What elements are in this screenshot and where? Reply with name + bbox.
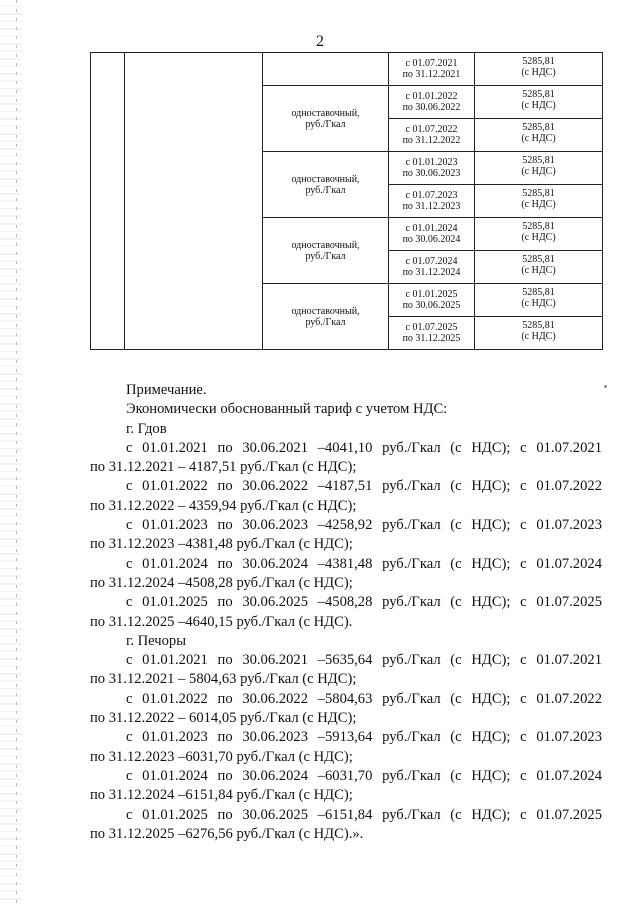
tariff-line-continuation: по 31.12.2024 –6151,84 руб./Гкал (с НДС); bbox=[90, 787, 353, 804]
tariff-value-cell bbox=[475, 218, 603, 251]
tariff-line-continuation: по 31.12.2022 – 4359,94 руб./Гкал (с НДС); bbox=[90, 497, 357, 514]
scan-edge-line bbox=[16, 0, 17, 905]
period-cell bbox=[389, 119, 475, 152]
tariff-type-text: руб./Гкал bbox=[305, 118, 346, 130]
period-cell bbox=[389, 251, 475, 284]
empty-cell bbox=[263, 53, 389, 86]
tariff-line: с 01.01.2022 по 30.06.2022 –5804,63 руб./Гкал (с НДС); с 01.07.2022 bbox=[126, 690, 602, 707]
tariff-value-text: (с НДС) bbox=[521, 232, 556, 243]
tariff-type-text: одноставочный, bbox=[291, 173, 360, 185]
tariff-value-text: 5285,81 bbox=[522, 254, 555, 265]
tariff-type-text: руб./Гкал bbox=[305, 250, 346, 262]
period-cell bbox=[389, 185, 475, 218]
tariff-line: с 01.01.2025 по 30.06.2025 –6151,84 руб./Гкал (с НДС); с 01.07.2025 bbox=[126, 806, 602, 823]
tariff-line: с 01.01.2025 по 30.06.2025 –4508,28 руб./Гкал (с НДС); с 01.07.2025 bbox=[126, 594, 602, 611]
empty-cell bbox=[91, 53, 125, 350]
period-text: с 01.07.2022 bbox=[405, 124, 458, 135]
tariff-line: с 01.01.2023 по 30.06.2023 –5913,64 руб./Гкал (с НДС); с 01.07.2023 bbox=[126, 729, 602, 746]
notes-heading: Примечание. bbox=[126, 382, 207, 398]
period-text: по 31.12.2025 bbox=[402, 333, 461, 344]
tariff-value-text: (с НДС) bbox=[521, 298, 556, 309]
city-pechory: г. Печоры bbox=[126, 632, 187, 649]
scan-edge-noise bbox=[0, 0, 22, 905]
period-cell bbox=[389, 317, 475, 350]
scan-speck bbox=[604, 385, 607, 388]
tariff-line-continuation: по 31.12.2021 – 5804,63 руб./Гкал (с НДС); bbox=[90, 671, 357, 688]
tariff-value-text: 5285,81 bbox=[522, 155, 555, 166]
period-text: по 30.06.2022 bbox=[402, 102, 461, 113]
tariff-value-cell bbox=[475, 185, 603, 218]
tariff-value-cell bbox=[475, 53, 603, 86]
tariff-line-continuation: по 31.12.2023 –6031,70 руб./Гкал (с НДС); bbox=[90, 748, 353, 765]
tariff-value-cell bbox=[475, 152, 603, 185]
tariff-value-text: 5285,81 bbox=[522, 287, 555, 298]
period-cell bbox=[389, 218, 475, 251]
period-cell bbox=[389, 53, 475, 86]
period-text: с 01.01.2025 bbox=[405, 289, 458, 300]
tariff-value-text: 5285,81 bbox=[522, 320, 555, 331]
period-cell bbox=[389, 152, 475, 185]
tariff-value-cell bbox=[475, 86, 603, 119]
tariff-type-text: одноставочный, bbox=[291, 107, 360, 119]
table-row bbox=[91, 53, 603, 86]
tariff-line: с 01.01.2023 по 30.06.2023 –4258,92 руб./Гкал (с НДС); с 01.07.2023 bbox=[126, 517, 602, 534]
tariff-value-text: 5285,81 bbox=[522, 56, 555, 67]
period-text: с 01.01.2022 bbox=[405, 91, 458, 102]
period-text: с 01.07.2023 bbox=[405, 190, 458, 201]
period-text: с 01.01.2023 bbox=[405, 157, 458, 168]
tariff-line-continuation: по 31.12.2025 –6276,56 руб./Гкал (с НДС).». bbox=[90, 825, 364, 842]
tariff-line-continuation: по 31.12.2024 –4508,28 руб./Гкал (с НДС); bbox=[90, 574, 353, 591]
tariff-value-text: (с НДС) bbox=[521, 67, 556, 78]
tariff-value-text: (с НДС) bbox=[521, 265, 556, 276]
tariff-line: с 01.01.2021 по 30.06.2021 –5635,64 руб./Гкал (с НДС); с 01.07.2021 bbox=[126, 652, 602, 669]
period-text: по 30.06.2024 bbox=[402, 234, 461, 245]
tariff-line: с 01.01.2022 по 30.06.2022 –4187,51 руб./Гкал (с НДС); с 01.07.2022 bbox=[126, 478, 602, 495]
notes-subheading: Экономически обоснованный тариф с учетом НДС: bbox=[126, 401, 448, 418]
tariff-value-text: 5285,81 bbox=[522, 221, 555, 232]
tariff-value-cell bbox=[475, 251, 603, 284]
period-cell bbox=[389, 284, 475, 317]
tariff-value-cell bbox=[475, 284, 603, 317]
tariff-type-cell bbox=[263, 152, 389, 218]
tariff-value-text: 5285,81 bbox=[522, 188, 555, 199]
tariff-type-cell bbox=[263, 284, 389, 350]
page-number: 2 bbox=[316, 33, 324, 50]
city-gdov: г. Гдов bbox=[126, 420, 167, 437]
tariff-table bbox=[90, 52, 603, 350]
period-text: по 31.12.2023 bbox=[402, 201, 461, 212]
tariff-value-text: (с НДС) bbox=[521, 166, 556, 177]
tariff-line-continuation: по 31.12.2022 – 6014,05 руб./Гкал (с НДС); bbox=[90, 710, 357, 727]
tariff-value-text: 5285,81 bbox=[522, 89, 555, 100]
tariff-line: с 01.01.2024 по 30.06.2024 –4381,48 руб./Гкал (с НДС); с 01.07.2024 bbox=[126, 555, 602, 572]
period-text: по 30.06.2025 bbox=[402, 300, 461, 311]
tariff-type-text: руб./Гкал bbox=[305, 184, 346, 196]
tariff-value-text: 5285,81 bbox=[522, 122, 555, 133]
pechory-tariff-list bbox=[90, 651, 602, 844]
tariff-type-cell bbox=[263, 218, 389, 284]
gdov-tariff-list bbox=[90, 439, 602, 632]
tariff-line-continuation: по 31.12.2023 –4381,48 руб./Гкал (с НДС); bbox=[90, 536, 353, 553]
period-text: по 31.12.2021 bbox=[402, 69, 461, 80]
tariff-line: с 01.01.2021 по 30.06.2021 –4041,10 руб./Гкал (с НДС); с 01.07.2021 bbox=[126, 439, 602, 456]
period-text: с 01.07.2024 bbox=[405, 256, 458, 267]
tariff-value-text: (с НДС) bbox=[521, 100, 556, 111]
period-text: по 30.06.2023 bbox=[402, 168, 461, 179]
tariff-line-continuation: по 31.12.2021 – 4187,51 руб./Гкал (с НДС); bbox=[90, 459, 357, 476]
tariff-type-cell bbox=[263, 86, 389, 152]
period-text: по 31.12.2024 bbox=[402, 267, 461, 278]
period-text: с 01.07.2025 bbox=[405, 322, 458, 333]
period-text: с 01.07.2021 bbox=[405, 58, 458, 69]
tariff-type-text: одноставочный, bbox=[291, 305, 360, 317]
empty-cell bbox=[125, 53, 263, 350]
tariff-type-text: руб./Гкал bbox=[305, 316, 346, 328]
period-cell bbox=[389, 86, 475, 119]
period-text: с 01.01.2024 bbox=[405, 223, 458, 234]
tariff-value-cell bbox=[475, 317, 603, 350]
tariff-value-cell bbox=[475, 119, 603, 152]
period-text: по 31.12.2022 bbox=[402, 135, 461, 146]
notes-section bbox=[90, 381, 602, 844]
tariff-line-continuation: по 31.12.2025 –4640,15 руб./Гкал (с НДС). bbox=[90, 613, 353, 630]
tariff-value-text: (с НДС) bbox=[521, 199, 556, 210]
tariff-type-text: одноставочный, bbox=[291, 239, 360, 251]
tariff-line: с 01.01.2024 по 30.06.2024 –6031,70 руб./Гкал (с НДС); с 01.07.2024 bbox=[126, 767, 602, 784]
tariff-value-text: (с НДС) bbox=[521, 133, 556, 144]
tariff-value-text: (с НДС) bbox=[521, 331, 556, 342]
